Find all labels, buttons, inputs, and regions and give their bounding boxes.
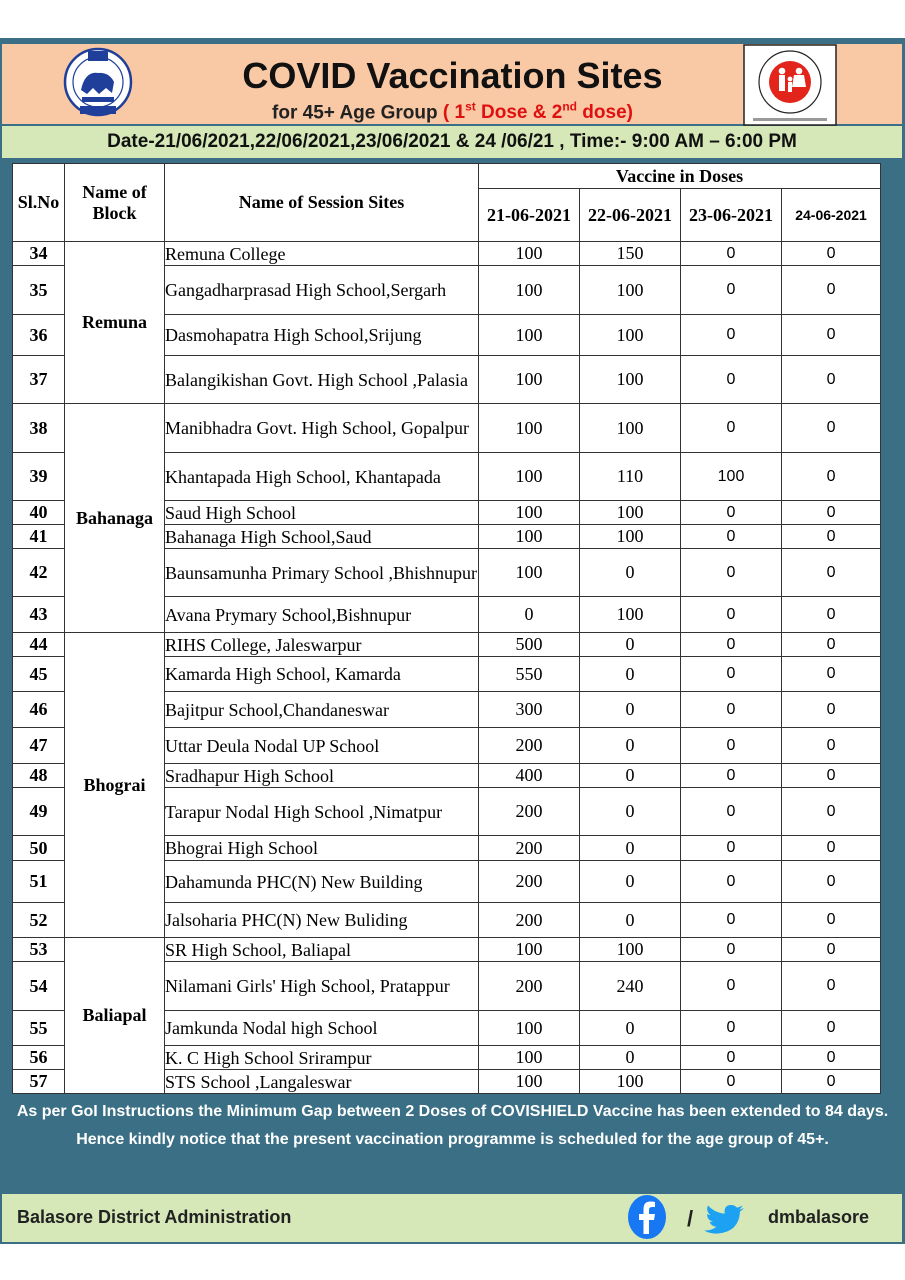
twitter-icon[interactable] [702, 1204, 746, 1234]
cell-dose: 0 [681, 938, 782, 962]
cell-dose: 0 [782, 501, 881, 525]
cell-site: Balangikishan Govt. High School ,Palasia [165, 356, 479, 404]
cell-dose: 0 [681, 861, 782, 903]
cell-dose: 0 [681, 1046, 782, 1070]
cell-dose: 0 [681, 1070, 782, 1094]
cell-sl: 53 [13, 938, 65, 962]
cell-site: Manibhadra Govt. High School, Gopalpur [165, 404, 479, 453]
cell-site: Nilamani Girls' High School, Pratappur [165, 962, 479, 1011]
cell-site: SR High School, Baliapal [165, 938, 479, 962]
cell-dose: 0 [580, 549, 681, 597]
cell-dose: 100 [580, 597, 681, 633]
cell-sl: 54 [13, 962, 65, 1011]
col-header-date: 21-06-2021 [479, 189, 580, 242]
cell-dose: 100 [479, 938, 580, 962]
cell-dose: 200 [479, 788, 580, 836]
notice-line-2: Hence kindly notice that the present vaccination programme is scheduled for the age group of 45+. [76, 1131, 829, 1148]
cell-dose: 0 [681, 1011, 782, 1046]
cell-dose: 0 [580, 1046, 681, 1070]
cell-sl: 46 [13, 692, 65, 728]
page-title: COVID Vaccination Sites [242, 55, 663, 96]
cell-dose: 100 [479, 1011, 580, 1046]
cell-dose: 0 [580, 692, 681, 728]
cell-dose: 0 [782, 903, 881, 938]
cell-sl: 43 [13, 597, 65, 633]
cell-site: Sradhapur High School [165, 764, 479, 788]
cell-dose: 100 [580, 356, 681, 404]
cell-dose: 0 [681, 692, 782, 728]
cell-dose: 100 [580, 1070, 681, 1094]
col-header-date: 24-06-2021 [782, 189, 881, 242]
cell-sl: 47 [13, 728, 65, 764]
cell-dose: 0 [782, 404, 881, 453]
cell-dose: 0 [580, 657, 681, 692]
cell-sl: 36 [13, 315, 65, 356]
cell-block-remuna: Remuna [65, 242, 165, 404]
cell-site: Remuna College [165, 242, 479, 266]
cell-dose: 200 [479, 962, 580, 1011]
cell-dose: 0 [681, 788, 782, 836]
vaccination-sites-table [12, 163, 881, 1094]
col-header-block: Name of Block [65, 164, 165, 242]
cell-sl: 34 [13, 242, 65, 266]
cell-dose: 0 [782, 728, 881, 764]
cell-site: Saud High School [165, 501, 479, 525]
cell-dose: 0 [782, 356, 881, 404]
cell-dose: 0 [580, 861, 681, 903]
cell-dose: 0 [782, 242, 881, 266]
table-row [13, 938, 881, 962]
cell-dose: 100 [479, 549, 580, 597]
cell-dose: 0 [782, 861, 881, 903]
footer-separator: / [687, 1206, 694, 1231]
cell-dose: 100 [580, 938, 681, 962]
cell-dose: 0 [782, 657, 881, 692]
cell-site: Dahamunda PHC(N) New Building [165, 861, 479, 903]
cell-dose: 0 [681, 242, 782, 266]
cell-sl: 55 [13, 1011, 65, 1046]
cell-site: STS School ,Langaleswar [165, 1070, 479, 1094]
cell-block-baliapal: Baliapal [65, 938, 165, 1094]
cell-dose: 0 [580, 728, 681, 764]
cell-dose: 200 [479, 836, 580, 861]
cell-dose: 0 [479, 597, 580, 633]
cell-site: Gangadharprasad High School,Sergarh [165, 266, 479, 315]
cell-dose: 0 [681, 525, 782, 549]
cell-dose: 0 [782, 1046, 881, 1070]
cell-dose: 0 [580, 903, 681, 938]
cell-dose: 0 [681, 315, 782, 356]
cell-sl: 50 [13, 836, 65, 861]
cell-dose: 100 [479, 453, 580, 501]
cell-dose: 300 [479, 692, 580, 728]
cell-site: Kamarda High School, Kamarda [165, 657, 479, 692]
cell-dose: 100 [580, 525, 681, 549]
facebook-icon[interactable] [627, 1194, 667, 1240]
cell-block-bahanaga: Bahanaga [65, 404, 165, 633]
cell-sl: 41 [13, 525, 65, 549]
dose-mid: Dose & 2 [475, 102, 563, 124]
subtitle-dose-info [443, 102, 633, 123]
cell-dose: 100 [580, 266, 681, 315]
cell-dose: 0 [782, 597, 881, 633]
cell-dose: 200 [479, 903, 580, 938]
cell-dose: 200 [479, 861, 580, 903]
cell-dose: 100 [479, 266, 580, 315]
footer-bar [2, 1194, 902, 1242]
cell-block-bhograi: Bhograi [65, 633, 165, 938]
cell-dose: 0 [782, 764, 881, 788]
cell-site: Dasmohapatra High School,Srijung [165, 315, 479, 356]
cell-dose: 110 [580, 453, 681, 501]
cell-site: Bajitpur School,Chandaneswar [165, 692, 479, 728]
cell-dose: 0 [681, 764, 782, 788]
cell-dose: 100 [580, 404, 681, 453]
subtitle-age-group: for 45+ Age Group [272, 102, 443, 124]
notice-text [10, 1100, 895, 1152]
cell-site: Tarapur Nodal High School ,Nimatpur [165, 788, 479, 836]
cell-sl: 39 [13, 453, 65, 501]
cell-site: Bahanaga High School,Saud [165, 525, 479, 549]
cell-dose: 0 [782, 938, 881, 962]
cell-site: Avana Prymary School,Bishnupur [165, 597, 479, 633]
table-row [13, 404, 881, 453]
cell-sl: 57 [13, 1070, 65, 1094]
cell-dose: 0 [580, 633, 681, 657]
cell-dose: 100 [681, 453, 782, 501]
cell-dose: 0 [782, 788, 881, 836]
cell-dose: 100 [479, 356, 580, 404]
social-handle[interactable]: dmbalasore [768, 1207, 870, 1227]
cell-dose: 0 [681, 266, 782, 315]
cell-dose: 0 [580, 788, 681, 836]
cell-sl: 35 [13, 266, 65, 315]
cell-dose: 0 [580, 1011, 681, 1046]
cell-dose: 240 [580, 962, 681, 1011]
cell-site: K. C High School Srirampur [165, 1046, 479, 1070]
cell-dose: 100 [580, 501, 681, 525]
cell-dose: 0 [681, 597, 782, 633]
cell-dose: 0 [681, 549, 782, 597]
cell-dose: 0 [782, 453, 881, 501]
cell-dose: 0 [782, 962, 881, 1011]
cell-dose: 0 [681, 728, 782, 764]
col-header-doses: Vaccine in Doses [479, 164, 881, 189]
dose-sup-1: st [465, 100, 476, 114]
cell-dose: 0 [681, 633, 782, 657]
page-subtitle [0, 100, 905, 124]
notice-line-1: As per GoI Instructions the Minimum Gap between 2 Doses of COVISHIELD Vaccine has been extended to 84 days. [16, 1103, 889, 1120]
cell-dose: 200 [479, 728, 580, 764]
cell-dose: 0 [782, 1011, 881, 1046]
cell-dose: 0 [681, 836, 782, 861]
cell-dose: 150 [580, 242, 681, 266]
dose-sup-2: nd [562, 100, 578, 114]
cell-dose: 100 [479, 501, 580, 525]
cell-dose: 0 [782, 633, 881, 657]
cell-sl: 42 [13, 549, 65, 597]
cell-dose: 0 [782, 692, 881, 728]
cell-sl: 48 [13, 764, 65, 788]
cell-site: Bhograi High School [165, 836, 479, 861]
cell-dose: 0 [782, 266, 881, 315]
cell-dose: 0 [681, 356, 782, 404]
cell-site: Baunsamunha Primary School ,Bhishnupur [165, 549, 479, 597]
cell-dose: 0 [681, 501, 782, 525]
cell-sl: 45 [13, 657, 65, 692]
footer-admin-name: Balasore District Administration [17, 1207, 292, 1227]
col-header-sl: Sl.No [13, 164, 65, 242]
dose-open: ( 1 [442, 102, 466, 124]
cell-dose: 100 [479, 525, 580, 549]
cell-dose: 400 [479, 764, 580, 788]
cell-dose: 0 [782, 1070, 881, 1094]
cell-sl: 37 [13, 356, 65, 404]
cell-dose: 500 [479, 633, 580, 657]
cell-dose: 100 [479, 1046, 580, 1070]
table-row [13, 242, 881, 266]
cell-dose: 0 [681, 962, 782, 1011]
col-header-date: 22-06-2021 [580, 189, 681, 242]
cell-sl: 49 [13, 788, 65, 836]
cell-dose: 0 [580, 836, 681, 861]
cell-dose: 100 [479, 1070, 580, 1094]
cell-site: Jalsoharia PHC(N) New Buliding [165, 903, 479, 938]
table-row [13, 633, 881, 657]
cell-dose: 0 [681, 903, 782, 938]
cell-dose: 100 [479, 242, 580, 266]
cell-sl: 40 [13, 501, 65, 525]
cell-dose: 0 [580, 764, 681, 788]
cell-site: Uttar Deula Nodal UP School [165, 728, 479, 764]
cell-sl: 51 [13, 861, 65, 903]
cell-sl: 52 [13, 903, 65, 938]
cell-dose: 0 [782, 525, 881, 549]
cell-site: RIHS College, Jaleswarpur [165, 633, 479, 657]
cell-dose: 550 [479, 657, 580, 692]
cell-dose: 100 [580, 315, 681, 356]
col-header-site: Name of Session Sites [165, 164, 479, 242]
cell-dose: 0 [782, 836, 881, 861]
cell-sl: 56 [13, 1046, 65, 1070]
cell-site: Khantapada High School, Khantapada [165, 453, 479, 501]
date-time-bar: Date-21/06/2021,22/06/2021,23/06/2021 & 24 /06/21 , Time:- 9:00 AM – 6:00 PM [2, 126, 902, 158]
cell-dose: 0 [681, 404, 782, 453]
cell-dose: 0 [681, 657, 782, 692]
cell-site: Jamkunda Nodal high School [165, 1011, 479, 1046]
cell-dose: 0 [782, 549, 881, 597]
dose-close: dose) [577, 102, 633, 124]
cell-sl: 38 [13, 404, 65, 453]
cell-dose: 100 [479, 404, 580, 453]
col-header-date: 23-06-2021 [681, 189, 782, 242]
cell-dose: 0 [782, 315, 881, 356]
cell-sl: 44 [13, 633, 65, 657]
cell-dose: 100 [479, 315, 580, 356]
